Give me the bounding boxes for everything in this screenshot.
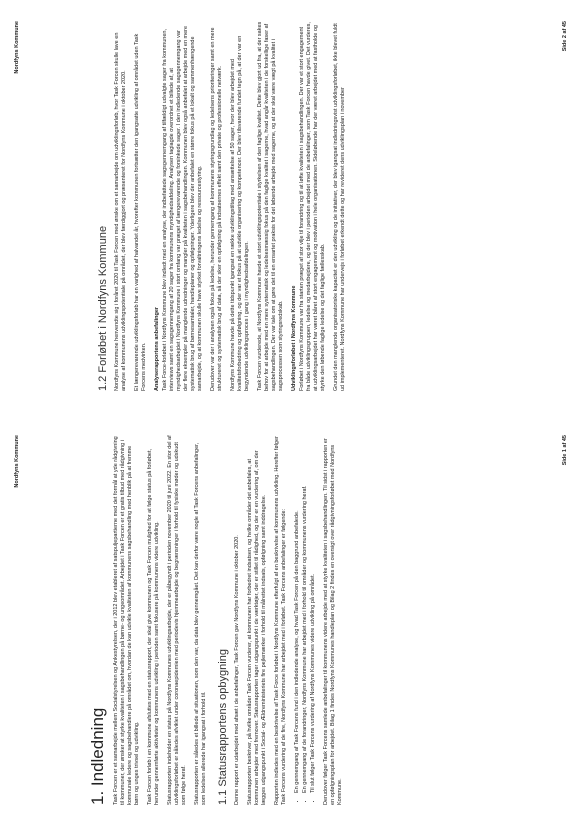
paragraph: Forløbet i Nordfyns Kommune var fra starten præget af stor vilje til forandring og til at løfte kvaliteten i sagsbehandlingen. Der var et stort engagement fra både udviklingsgruppen, ledelse og medarbejdere, og der blev i perioden arbejdet med de anbefalinger, som Task Forcen havde givet. Det vurderes, at udviklingsarbejdet har været båret af stort engagement og motivation i hele organisationen. Sideløbende har der været arbejdet med at fastholde og styrke den løbende faglige ledelse og det faglige fællesskab. — [299, 22, 326, 391]
paragraph: Statusrapporten er således et billede af situationen, som den var, da data blev gennemgået. Det kan derfor være nogle af Task Forcens anbefalinger, som ledelsen allerede har igangsat i forhold til. — [194, 442, 207, 805]
paragraph: Rapporten indledes med en beskrivelse af Task Force forløbet i Nordfyns Kommune efterfulgt af en beskrivelse af kommunens udvikling. Herefter følger Task Forcens vurdering af de fire, Nordfyns Kommune har arbejdet med i forløbet. Task Forcens anbefalinger er følgende: — [274, 436, 287, 805]
paragraph: Task Forcen vurderede, at Nordfyns Kommune havde et stort udviklingspotentiale i styrkelsen af den faglige kvalitet. Dette blev gjort ud fra, at der sakes behov for at arbejde med en mere systematisk og ledelsesmæssig fokus på den faglige kvalitet i sagerne, hvad angår kvaliteten i de forskellige faser af sagsbehandlingen. Der var tale om at gøre det til en ensartet praksis for det løbende arbejde med sagerne, og at der skal være vægt på kvalitet i sagsprocessen som styringsredskab. — [257, 21, 284, 391]
bullet-list — [294, 435, 317, 805]
paragraph: Derudover følger Task Forcens samlede anbefalinger til kommunens videre arbejde med at styrke kvaliteten i sagsbehandlingen. Til sidst i rapporten er en opfølgningsplan for arbejdet. Bilag 1 findes Nordfyns Kommunes handleplan og Bilag 2 findes en oversigt over rådgivningsforløbet med Nordfyns Kommune. — [323, 438, 343, 805]
page-1 — [0, 414, 583, 827]
paragraph: Statusrapporten beskriver, på hvilke områder Task Forcen vurderer, at kommunen har forbedret indsatsen, og hvilke områder det anbefales, at kommunen arbejder med fremover. Statusrapporten tager udgangspunkt i de værktøjer, der er stillet til rådighed, og der er en vurdering af, om der lægges udgangspunkt i Social- og Ældreministeriets fire pejlemærker i forhold til målrettet indsats, opfølgning samt inddragelse. — [247, 450, 267, 805]
paragraph: Et længerevarende udviklingsforløb har en varighed af halvandet år, hvorefter kommunen fortsætter den igangsatte udvikling af området uden Task Forcens medvirken. — [134, 33, 147, 391]
paragraph: Task Force-forløbet i Nordfyns Kommune blev indledt med en analyse, der indbefattede sagsgennemgang af tilfældigt udvalgte sager fra kommunen, interviews samt en sagsgennemgang af 20 sager fra kommunens myndighedsafdeling. Analysen tagiagde overordnet et billede af, at myndighedsarbejdet i Nordfyns Kommune i stort omfang var præget af længerevarende og forsinkede sager. I den indledende sagsgennemgang var der flere eksempler på manglende udredninger og mangler på kvaliteten i sagsbehandlingen. Kommunen blev også anbefalet at arbejde med en mere systematisk brug af børnesamtaler, handleplaner og opfølgninger. Yderligere blev der anbefalet en større fokus på et lokalt og sammenhængende samarbejde, og at kommunen skulle have styrket forvaltningens ledelse og ressourcestyring. — [162, 25, 203, 391]
list-item: • En gennemgang af Task Forcens fund i den indledende analyse, og hvad Task Forcen på den baggrund anbefalede. — [294, 435, 301, 793]
list-item: • En gennemgang af de forandringer, Nordfyns Kommune har arbejdet med i forhold til områder og kommunens vurdering heraf. — [302, 435, 309, 793]
page-header: Nordfyns Kommune — [14, 435, 20, 488]
page-header: Nordfyns Kommune — [14, 21, 20, 74]
paragraph: Grundet den manglende organisatoriske kapacitet er den udvikling og de initiativer, der blev igangsat indledningsvist udviklingsforløbet, ikke blevet fuldt ud implementeret. Nordfyns Kommune har undervejs i forløbet erkendt dette og har revideret dens udviklingsplan i november — [333, 23, 346, 391]
subheading: Analyserapportens anbefalinger — [154, 306, 160, 391]
list-item: • Til slut følger Task Forcens vurdering af Nordfyns Kommunes videre udvikling på området. — [310, 435, 317, 793]
section-heading: 1.2 Forløbet i Nordfyns Kommune — [97, 225, 109, 391]
section-heading: 1.1 Statusrapportens opbygning — [217, 649, 229, 805]
paragraph: Task Forcen forløb i en kommune afsluttes med en statusrapport, der skal give kommunen og Task Forcen mulighed for at følge status på forløbet, herunder gennemførte aktiviteter og kommunens udvikling i perioden samt fokusere på kommunens videre udvikling. — [147, 448, 160, 805]
paragraph: Denne rapport er udarbejdet med afsæt i de anbefalinger, Task Forcen gav Nordfyns Kommune i oktober 2020. — [234, 535, 240, 805]
chapter-title: 1. Indledning — [88, 707, 107, 805]
paragraph: Nordfyns Kommune havde på dette tidspunkt igangsat en række udviklingstiltag med ansættelse af 50 sager, hvor der blev arbejdet med kvalitetsforbedring og opfølgning, og der var et fokus på at udvikle organisering og kompetencer. Der blev tilsvarende fundet tegn på, at der var en begyndende udviklingsproces i gang i myndighedsafdelingen. — [230, 35, 250, 391]
paragraph: Nordfyns Kommune henvendte sig i foråret 2020 til Task Forcen med ønske om et samarbejde om udviklingsforløb, hvor Task Forcen skulle lave en analyse af kommunens udviklingspotentiale på området, der blev færdiggjort og præsenteret for Nordfyns Kommune i oktober 2020. — [114, 32, 127, 391]
page-number: Side 1 af 45 — [562, 435, 568, 466]
paragraph: Task Forcen er et samarbejde mellem Socialstyrelsen og Ankestyrelsen, der i 2012 blev etableret af satspuljepartierne med det formål at yde rådgivning til kommuner, der ønsker at styrke kvaliteten i sagsbehandlingen på børne- og ungeområdet. Arbejdet i Task Forcen er et gratis tilbud med rådgivning i kommunale ledere og sagsbehandlere på området om, hvordan de kan udvikle kvaliteten af kommunens sagsbehandling med henblik på at fremme børn og unges trivsel og udvikling. — [113, 436, 140, 805]
paragraph: Statusrapporten indeholder en status på Nordfyns Kommunes udviklingsarbejde, der er påbegyndt i perioden november 2020 til juni 2022. En stor del af udviklingsforløbet er således afviklet under coronaepidemien med periodevis hjemmearbejde og begrænsninger i forhold til fysiske møder og udskudt som følge heraf. — [167, 435, 187, 805]
page-2 — [0, 0, 583, 413]
page-number: Side 2 af 45 — [562, 21, 568, 52]
subheading: Udviklingsforløbet i Nordfyns Kommune — [291, 285, 297, 391]
paragraph: Derudover var der i analysen også fokus på ledelse, herunder gennemgang af kommunens styringsgrundlag og ledelsens prioriteringer samt en mere struktureret og systematisk brug af data, så der sker en opfølgning på indsatsernes effekt samt den private og professionelle netværk. — [210, 27, 223, 391]
